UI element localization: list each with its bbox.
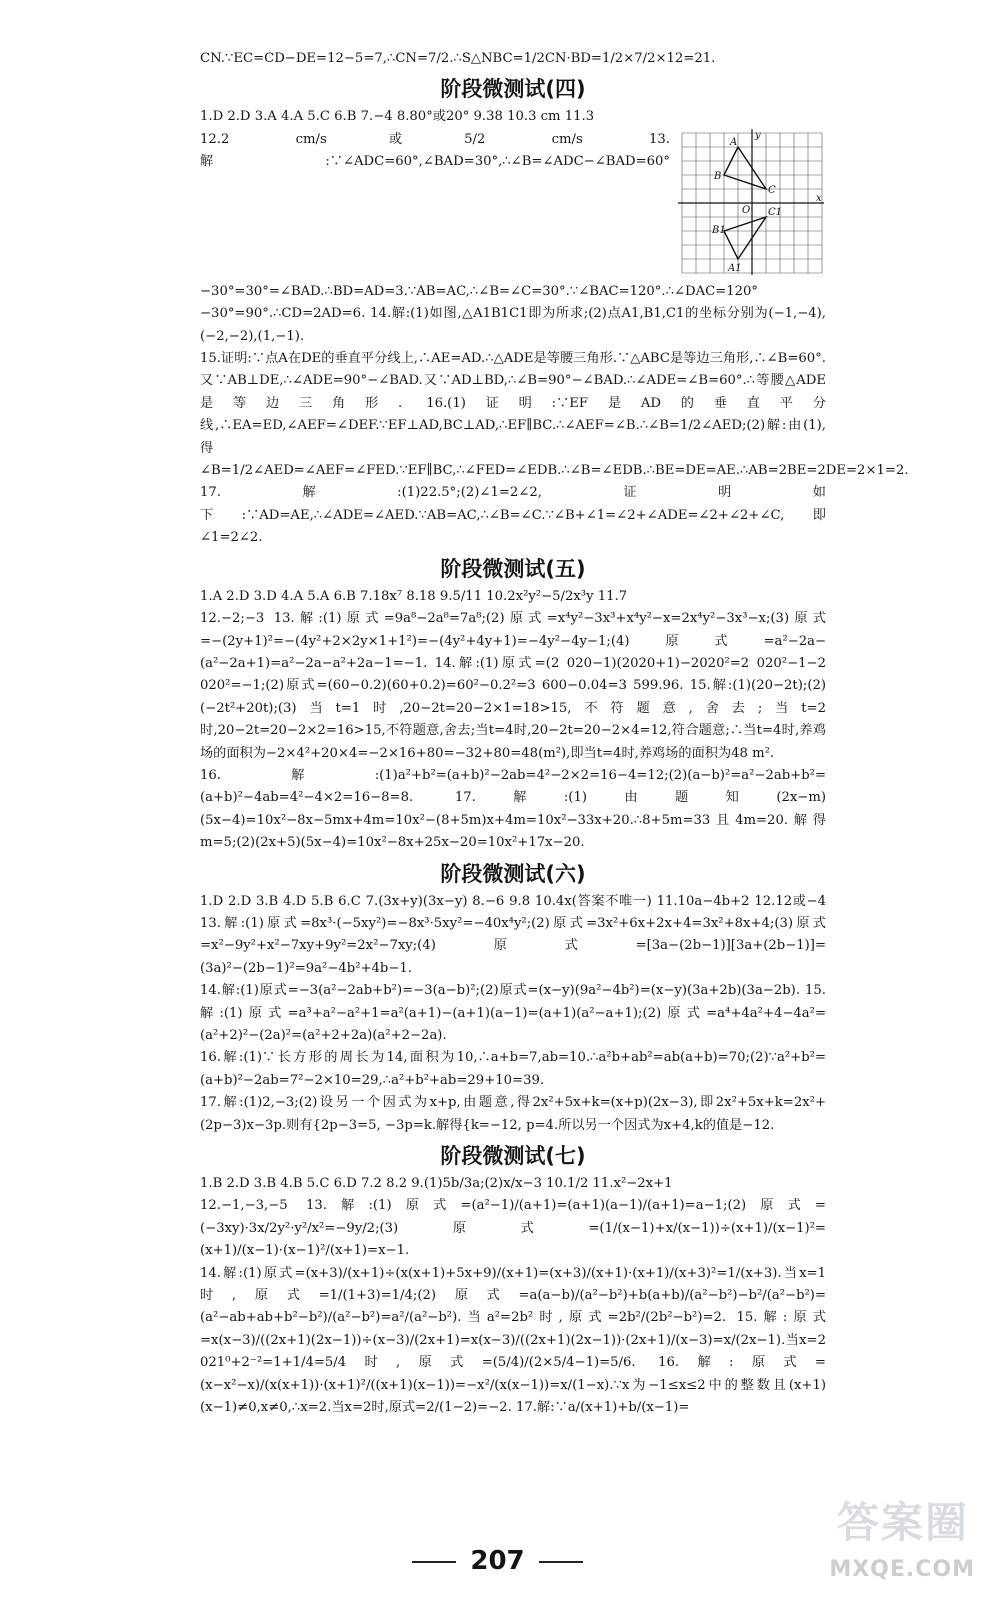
section-7-para-2: 12.−1,−3,−5 13.解:(1)原式=(a²−1)/(a+1)=(a+1)(a−1)/(a+1)=a−1;(2)原式=(−3xy)·3x/2y²·y²/x²=−9y/2;(3)原式=(1/(x−1)+x/(x−1))÷(x+1)/(x−1)²=(x+1)/(x−1)·(x−1)²/(x+1)=x−1.	[200, 1198, 826, 1259]
coordinate-figure	[678, 129, 826, 277]
top-line: CN.∵EC=CD−DE=12−5=7,∴CN=7/2.∴S△NBC=1/2CN·BD=1/2×7/2×12=21.	[200, 51, 716, 66]
triangle-a1b1c1	[724, 217, 766, 259]
section-7-para-1: 1.B 2.D 3.B 4.B 5.C 6.D 7.2 8.2 9.(1)5b/3a;(2)x/x−3 10.1/2 11.x²−2x+1	[200, 1176, 673, 1192]
watermark	[777, 1490, 977, 1582]
watermark-logo: 答案圈	[836, 1498, 969, 1547]
section-5-para-3: 16.解:(1)a²+b²=(a+b)²−2ab=4²−2×2=16−4=12;(2)(a−b)²=a²−2ab+b²=(a+b)²−4ab=4²−4×2=16−8=8. 17.解:(1)由题知(2x−m)(5x−4)=10x²−8x−5mx+4m=10x²−(8+5m)x+4m=10x²−33x+20.∴8+5m=33且4m=20.解得m=5;(2)(2x+5)(5x−4)=10x²−8x+25x−20=10x²+17x−20.	[200, 767, 826, 851]
section-title-4: 阶段微测试(四)	[440, 77, 586, 102]
section-4-para-2: 12.2 cm/s或5/2 cm/s 13.解:∵∠ADC=60°,∠BAD=30°,∴∠B=∠ADC−∠BAD=60°−30°=30°=∠BAD.∴BD=AD=3.∵AB=AC,∴∠B=∠C=30°.∵∠BAC=120°.∴∠DAC=120°−30°=90°.∴CD=2AD=6. 14.解:(1)如图,△A1B1C1即为所求;(2)点A1,B1,C1的坐标分别为(−1,−4),(−2,−2),(1,−1).	[200, 131, 826, 344]
section-5-para-1: 1.A 2.D 3.D 4.A 5.A 6.B 7.18x⁷ 8.18 9.5/11 10.2x²y²−5/2x³y 11.7	[200, 588, 628, 604]
watermark-url: MXQE.COM	[829, 1557, 975, 1582]
label-o: O	[742, 204, 751, 216]
label-a1: A1	[728, 262, 742, 274]
footer-dash-right	[539, 1561, 583, 1563]
section-6-para-2: 14.解:(1)原式=−3(a²−2ab+b²)=−3(a−b)²;(2)原式=(x−y)(9a²−4b²)=(x−y)(3a+2b)(3a−2b). 15.解:(1)原式=a³+a²−a²+1=a²(a+1)−(a+1)(a−1)=(a+1)(a²−a+1);(2)原式=a⁴+4a²+4−4a²=(a²+2)²−(2a)²=(a²+2+2a)(a²+2−2a).	[200, 983, 826, 1043]
section-4-para-3: 15.证明:∵点A在DE的垂直平分线上,∴AE=AD.∴△ADE是等腰三角形.∵△ABC是等边三角形,∴∠B=60°.又∵AB⊥DE,∴∠ADE=90°−∠BAD.又∵AD⊥BD,∴∠B=90°−∠BAD.∴∠ADE=∠B=60°.∴等腰△ADE是等边三角形. 16.(1)证明:∵EF是AD的垂直平分线,∴EA=ED,∠AEF=∠DEF.∵EF⊥AD,BC⊥AD,∴EF∥BC.∴∠AEF=∠B.∴∠B=1/2∠AED;(2)解:由(1),得∠B=1/2∠AED=∠AEF=∠FED.∵EF∥BC,∴∠FED=∠EDB.∴∠B=∠EDB.∴BE=DE=AE.∴AB=2BE=2DE=2×1=2. 17.解:(1)22.5°;(2)∠1=2∠2,证明如下:∵AD=AE,∴∠ADE=∠AED.∵AB=AC,∴∠B=∠C.∵∠B+∠1=∠2+∠ADE=∠2+∠2+∠C,即∠1=2∠2.	[200, 351, 909, 546]
label-c1: C1	[768, 206, 783, 218]
triangle-abc	[724, 147, 766, 189]
section-5-para-2: 12.−2;−3 13.解:(1)原式=9a⁸−2a⁸=7a⁸;(2)原式=x⁴y²−3x³+x⁴y²−x=2x⁴y²−3x³−x;(3)原式=−(2y+1)²=−(4y²+2×2y×1+1²)=−(4y²+4y+1)=−4y²−4y−1;(4)原式=a²−2a−(a²−2a+1)=a²−2a−a²+2a−1=−1. 14.解:(1)原式=(2 020−1)(2020+1)−2020²=2 020²−1−2 020²=−1;(2)原式=(60−0.2)(60+0.2)=60²−0.2²=3 600−0.04=3 599.96. 15.解:(1)(20−2t);(2)(−2t²+20t);(3)当t=1时,20−2t=20−2×1=18>15,不符题意,舍去;当t=2时,20−2t=20−2×2=16>15,不符题意,舍去;当t=4时,20−2t=20−2×4=12,符合题意;∴当t=4时,养鸡场的面积为−2×4²+20×4=−2×16+80=−32+80=48(m²),即当t=4时,养鸡场的面积为48 m².	[200, 611, 826, 761]
label-b1: B1	[712, 224, 726, 236]
section-7-para-3: 14.解:(1)原式=(x+3)/(x+1)÷(x(x+1)+5x+9)/(x+1)=(x+3)/(x+1)·(x+1)/(x+3)²=1/(x+3).当x=1时,原式=1/(1+3)=1/4;(2)原式=a(a−b)/(a²−b²)+b(a+b)/(a²−b²)−b²/(a²−b²)=(a²−ab+ab+b²−b²)/(a²−b²)=a²/(a²−b²).当a²=2b²时,原式=2b²/(2b²−b²)=2. 15.解:原式=x(x−3)/((2x+1)(2x−1))÷(x−3)/(2x+1)=x(x−3)/((2x+1)(2x−1))·(2x+1)/(x−3)=x/(2x−1).当x=2 021⁰+2⁻²=1+1/4=5/4时,原式=(5/4)/(2×5/4−1)=5/6. 16.解:原式=(x−x²−x)/(x(x+1))·(x+1)²/((x+1)(x−1))=−x²/(x(x−1))=x/(1−x).∵x为−1≤x≤2中的整数且(x+1)(x−1)≠0,x≠0,∴x=2.当x=2时,原式=2/(1−2)=−2. 17.解:∵a/(x+1)+b/(x−1)=	[200, 1265, 826, 1416]
section-6-para-3: 16.解:(1)∵长方形的周长为14,面积为10,∴a+b=7,ab=10.∴a²b+ab²=ab(a+b)=70;(2)∵a²+b²=(a+b)²−2ab=7²−2×10=29,∴a²+b²+ab=29+10=39.	[200, 1050, 826, 1088]
answer-content	[200, 48, 909, 1420]
section-title-7: 阶段微测试(七)	[440, 1144, 586, 1169]
page-number: 207	[470, 1546, 525, 1576]
section-4-para-1: 1.D 2.D 3.A 4.A 5.C 6.B 7.−4 8.80°或20° 9.38 10.3 cm 11.3	[200, 109, 595, 125]
section-6-para-4: 17.解:(1)2,−3;(2)设另一个因式为x+p,由题意,得2x²+5x+k=(x+p)(2x−3),即2x²+5x+k=2x²+(2p−3)x−3p.则有{2p−3=5, −3p=k.解得{k=−12, p=4.所以另一个因式为x+4,k的值是−12.	[200, 1095, 826, 1133]
label-a: A	[730, 136, 738, 148]
label-y-axis: y	[755, 129, 761, 141]
footer-dash-left	[412, 1561, 456, 1563]
section-title-5: 阶段微测试(五)	[440, 556, 586, 581]
label-x-axis: x	[816, 192, 822, 204]
label-b: B	[714, 170, 722, 182]
label-c: C	[768, 184, 776, 196]
section-6-para-1: 1.D 2.D 3.B 4.D 5.B 6.C 7.(3x+y)(3x−y) 8.−6 9.8 10.4x(答案不唯一) 11.10a−4b+2 12.12或−4 13.解:(1)原式=8x³·(−5xy²)=−8x³·5xy²=−40x⁴y²;(2)原式=3x²+6x+2x+4=3x²+8x+4;(3)原式=x²−9y²+x²−7xy+9y²=2x²−7xy;(4)原式=[3a−(2b−1)][3a+(2b−1)]=(3a)²−(2b−1)²=9a²−4b²+4b−1.	[200, 893, 826, 976]
coordinate-grid-svg	[678, 129, 826, 277]
section-title-6: 阶段微测试(六)	[440, 861, 586, 886]
